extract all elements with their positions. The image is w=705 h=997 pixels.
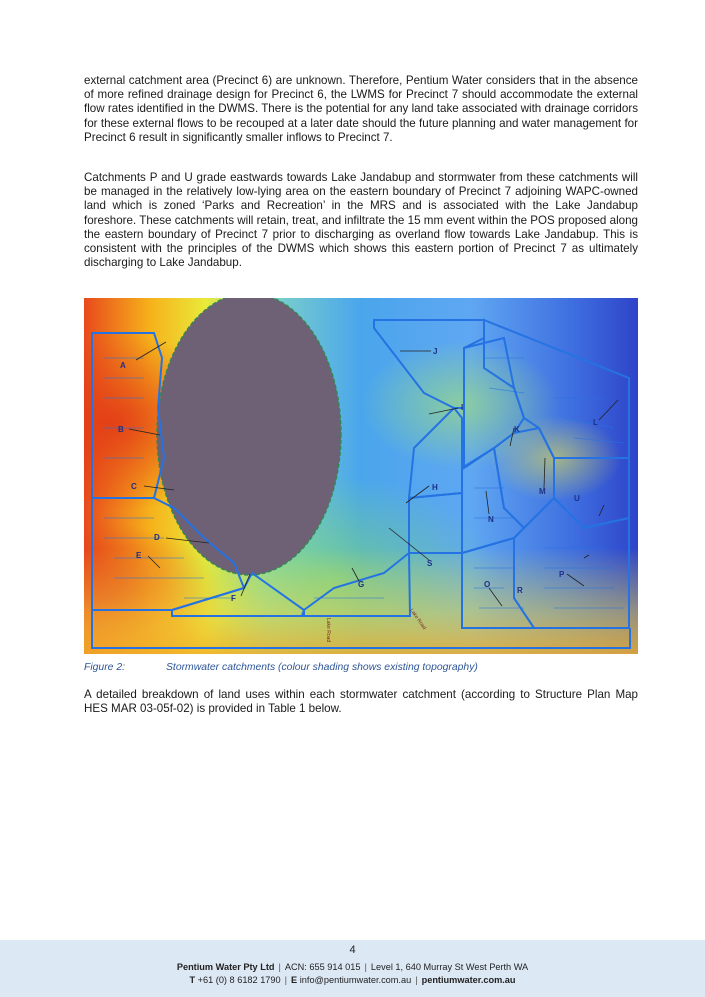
footer-address: Level 1, 640 Murray St West Perth WA <box>370 962 529 972</box>
catchment-label-e: E <box>136 551 142 560</box>
paragraph-1: external catchment area (Precinct 6) are unknown. Therefore, Pentium Water considers that in the absence of more refined drainage design for Precinct 6, the LWMS for Precinct 7 should accommodate the external flow rates identified in the DWMS. There is the potential for any land take associated with drainage corridors for these external flows to be recouped at a later date should the future planning and water management for Precinct 6 result in significantly smaller inflows to Precinct 7. <box>84 74 638 144</box>
catchment-label-g: G <box>358 580 365 589</box>
footer-email-label: E <box>291 975 298 985</box>
paragraph-2: Catchments P and U grade eastwards towards Lake Jandabup and stormwater from these catchments will be managed in the relatively low-lying area on the eastern boundary of Precinct 7 adjoining WAPC-owned land which is zoned ‘Parks and Recreation’ in the MRS and is associated with the Lake Jandabup foreshore. These catchments will retain, treat, and infiltrate the 15 mm event within the POS proposed along the eastern boundary of Precinct 7 prior to discharging as overland flow towards Lake Jandabup. This is consistent with the principles of the DWMS which shows this eastern portion of Precinct 7 as ultimately discharging to Lake Jandabup. <box>84 171 638 270</box>
figure-caption <box>84 662 638 673</box>
footer-company: Pentium Water Pty Ltd <box>176 962 275 972</box>
catchment-label-b: B <box>118 425 124 434</box>
catchment-label-d: D <box>154 533 160 542</box>
page-footer <box>0 940 705 997</box>
catchment-label-r: R <box>517 586 523 595</box>
footer-phone-label: T <box>189 975 196 985</box>
catchment-label-j: J <box>433 347 438 356</box>
footer-acn: ACN: 655 914 015 <box>284 962 361 972</box>
road-label-2: Lake Road <box>408 607 428 631</box>
catchment-label-u: U <box>574 494 580 503</box>
catchment-map <box>84 298 638 654</box>
catchment-map-figure <box>84 298 638 654</box>
footer-line-2: T +61 (0) 8 6182 1790 | E info@pentiumwater.com.au | pentiumwater.com.au <box>189 975 516 985</box>
road-label-1: Lake Road <box>325 618 331 643</box>
catchment-label-i: I <box>461 403 464 412</box>
page-number: 4 <box>349 944 356 956</box>
figure-caption-text: Stormwater catchments (colour shading shows existing topography) <box>166 662 478 673</box>
catchment-label-s: S <box>427 559 433 568</box>
catchment-label-k: K <box>514 425 520 434</box>
catchment-label-c: C <box>131 482 137 491</box>
footer-phone: +61 (0) 8 6182 1790 <box>197 975 281 985</box>
catchment-label-p: P <box>559 570 565 579</box>
catchment-label-o: O <box>484 580 491 589</box>
footer-line-1: Pentium Water Pty Ltd | ACN: 655 914 015 | Level 1, 640 Murray St West Perth WA <box>176 962 529 972</box>
catchment-label-m: M <box>539 487 546 496</box>
catchment-label-l: L <box>593 418 598 427</box>
footer-website[interactable]: pentiumwater.com.au <box>421 975 516 985</box>
paragraph-3: A detailed breakdown of land uses within each stormwater catchment (according to Structure Plan Map HES MAR 03-05f-02) is provided in Table 1 below. <box>84 688 638 716</box>
catchment-label-f: F <box>231 594 236 603</box>
figure-number: Figure 2: <box>84 662 126 673</box>
catchment-label-a: A <box>120 361 126 370</box>
catchment-label-h: H <box>432 483 438 492</box>
catchment-label-n: N <box>488 515 494 524</box>
footer-email[interactable]: info@pentiumwater.com.au <box>299 975 412 985</box>
